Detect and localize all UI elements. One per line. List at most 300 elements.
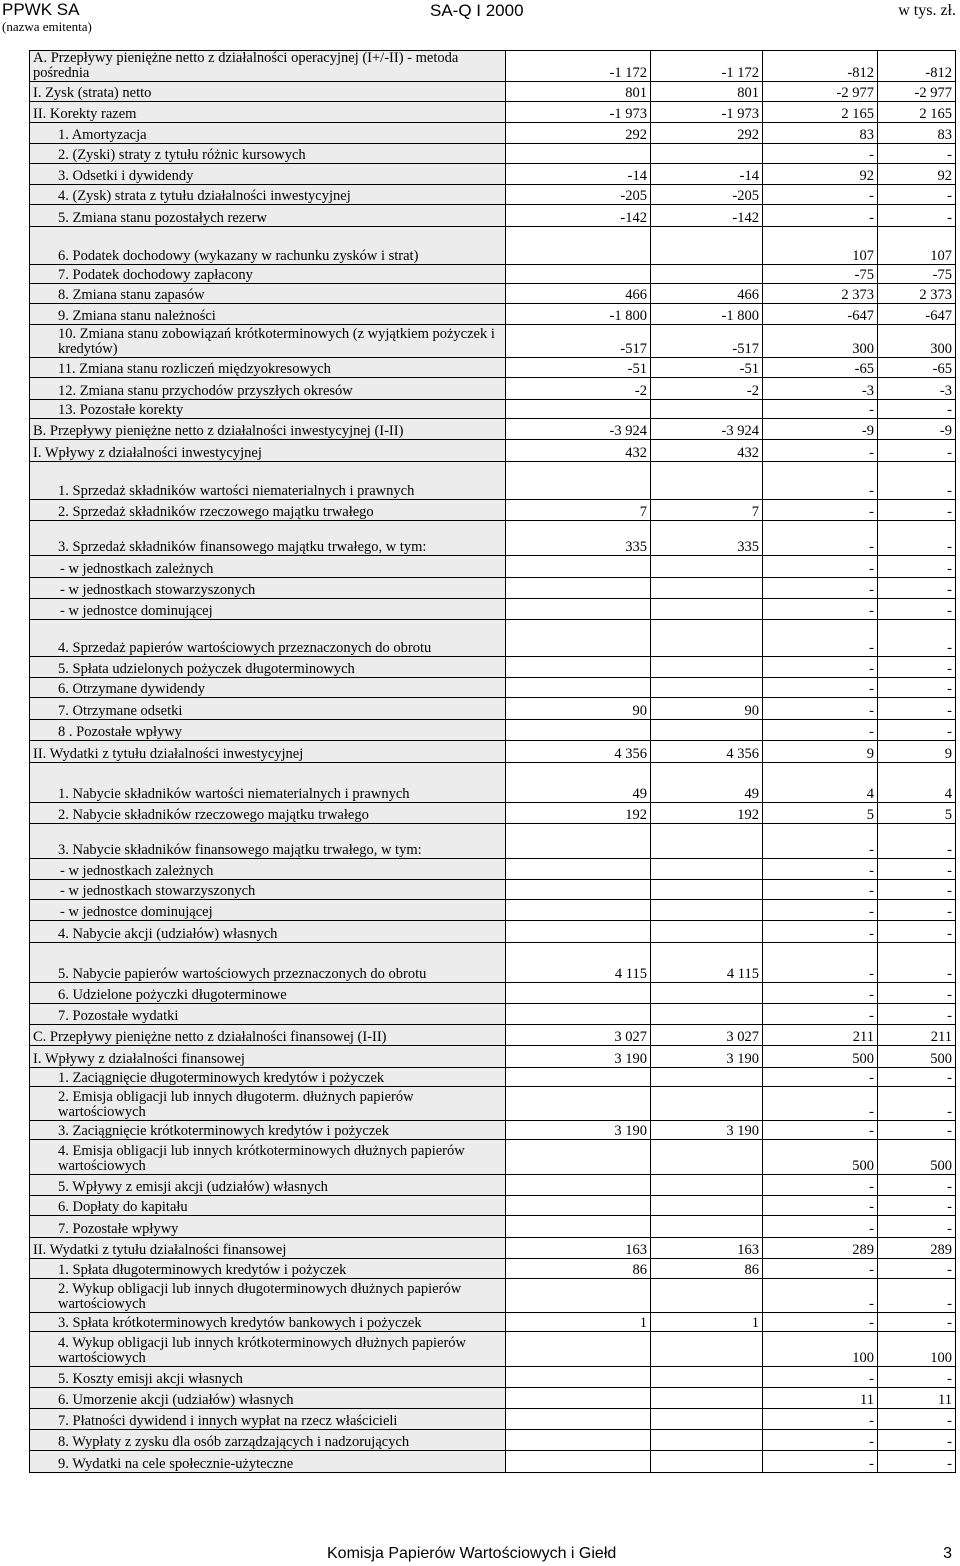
row-value-col4: - (878, 720, 956, 741)
table-row (30, 921, 956, 943)
row-value-col2 (651, 1175, 763, 1196)
table-row (30, 1238, 956, 1259)
table-row (30, 678, 956, 698)
row-value-col4: 2 373 (878, 284, 956, 304)
row-value-col2: 7 (651, 500, 763, 521)
row-value-col4: - (878, 657, 956, 678)
row-label: 4. (Zysk) strata z tytułu działalności inwestycyjnej (30, 185, 506, 205)
row-value-col3: - (763, 1430, 878, 1451)
row-value-col1: 3 190 (506, 1046, 651, 1068)
row-value-col2 (651, 1196, 763, 1216)
row-value-col3: - (763, 400, 878, 419)
row-label: 8. Zmiana stanu zapasów (30, 284, 506, 304)
table-row (30, 164, 956, 185)
row-value-col2 (651, 1216, 763, 1238)
company-name: PPWK SA (2, 0, 80, 19)
table-row (30, 803, 956, 824)
unit-label: w tys. zł. (898, 2, 956, 19)
row-value-col3: - (763, 657, 878, 678)
row-value-col3: - (763, 578, 878, 599)
row-value-col4: - (878, 1451, 956, 1473)
row-value-col2: 4 356 (651, 741, 763, 763)
row-label: 12. Zmiana stanu przychodów przyszłych okresów (30, 378, 506, 400)
table-row (30, 1140, 956, 1175)
row-value-col2: 3 027 (651, 1025, 763, 1046)
row-value-col2: 4 115 (651, 943, 763, 983)
row-value-col2 (651, 1068, 763, 1087)
row-value-col3: - (763, 599, 878, 620)
row-value-col1 (506, 620, 651, 657)
table-row (30, 1025, 956, 1046)
table-row (30, 500, 956, 521)
table-row (30, 1430, 956, 1451)
row-value-col3: 500 (763, 1140, 878, 1175)
row-value-col4: 5 (878, 803, 956, 824)
row-label: 5. Nabycie papierów wartościowych przeznaczonych do obrotu (30, 943, 506, 983)
row-value-col3: - (763, 1196, 878, 1216)
row-value-col1 (506, 1175, 651, 1196)
row-value-col1 (506, 400, 651, 419)
row-value-col1: -517 (506, 325, 651, 358)
table-row (30, 556, 956, 578)
row-value-col1 (506, 678, 651, 698)
row-value-col1: -1 800 (506, 304, 651, 325)
row-label: 6. Udzielone pożyczki długoterminowe (30, 983, 506, 1004)
row-value-col2 (651, 556, 763, 578)
table-row (30, 1087, 956, 1121)
row-value-col3: - (763, 500, 878, 521)
row-value-col3: - (763, 440, 878, 462)
row-value-col1 (506, 1409, 651, 1430)
row-value-col3: - (763, 144, 878, 164)
row-label: 11. Zmiana stanu rozliczeń międzyokresowych (30, 358, 506, 378)
row-value-col4: 11 (878, 1388, 956, 1409)
row-label: - w jednostkach stowarzyszonych (30, 880, 506, 900)
row-value-col1 (506, 921, 651, 943)
row-value-col2: 292 (651, 123, 763, 144)
row-value-col3: - (763, 1004, 878, 1025)
row-value-col2: 466 (651, 284, 763, 304)
row-value-col4: - (878, 521, 956, 556)
table-row (30, 1068, 956, 1087)
row-value-col4: - (878, 1409, 956, 1430)
table-row (30, 284, 956, 304)
row-value-col4: - (878, 859, 956, 880)
row-value-col1: 3 027 (506, 1025, 651, 1046)
report-code: SA-Q I 2000 (430, 1, 524, 20)
row-value-col4: - (878, 1216, 956, 1238)
row-value-col2 (651, 227, 763, 265)
row-label: 4. Emisja obligacji lub innych krótkoterminowych dłużnych papierów wartościowych (30, 1140, 506, 1175)
table-row (30, 1409, 956, 1430)
row-value-col2: 3 190 (651, 1046, 763, 1068)
row-value-col1 (506, 657, 651, 678)
row-value-col1 (506, 599, 651, 620)
table-row (30, 1388, 956, 1409)
row-value-col3: - (763, 859, 878, 880)
table-row (30, 1004, 956, 1025)
row-value-col4: - (878, 1430, 956, 1451)
table-row (30, 1175, 956, 1196)
table-row (30, 144, 956, 164)
row-value-col2 (651, 921, 763, 943)
row-value-col2 (651, 462, 763, 500)
row-value-col4: - (878, 599, 956, 620)
row-label: 4. Nabycie akcji (udziałów) własnych (30, 921, 506, 943)
row-label: 4. Sprzedaż papierów wartościowych przeznaczonych do obrotu (30, 620, 506, 657)
row-value-col3: 100 (763, 1332, 878, 1367)
row-value-col1 (506, 556, 651, 578)
table-row (30, 358, 956, 378)
row-value-col1 (506, 1388, 651, 1409)
row-value-col2 (651, 265, 763, 284)
row-label: 3. Sprzedaż składników finansowego majątku trwałego, w tym: (30, 521, 506, 556)
row-value-col2 (651, 900, 763, 921)
row-value-col3: -65 (763, 358, 878, 378)
row-value-col4: 107 (878, 227, 956, 265)
row-value-col4: - (878, 144, 956, 164)
row-value-col1 (506, 265, 651, 284)
row-value-col4: - (878, 205, 956, 227)
row-value-col1: 292 (506, 123, 651, 144)
row-value-col1: -1 973 (506, 102, 651, 123)
row-value-col3: 5 (763, 803, 878, 824)
table-row (30, 521, 956, 556)
row-value-col2 (651, 1367, 763, 1388)
row-value-col2 (651, 1388, 763, 1409)
row-value-col1 (506, 1279, 651, 1313)
row-value-col3: - (763, 824, 878, 859)
table-row (30, 620, 956, 657)
row-value-col4: 2 165 (878, 102, 956, 123)
row-value-col3: 83 (763, 123, 878, 144)
row-value-col4: - (878, 1279, 956, 1313)
row-label: 6. Umorzenie akcji (udziałów) własnych (30, 1388, 506, 1409)
row-value-col2: -2 (651, 378, 763, 400)
row-value-col1: 4 356 (506, 741, 651, 763)
row-label: 5. Koszty emisji akcji własnych (30, 1367, 506, 1388)
row-value-col1: -142 (506, 205, 651, 227)
row-label: II. Wydatki z tytułu działalności finansowej (30, 1238, 506, 1259)
row-value-col1: -14 (506, 164, 651, 185)
row-label: 3. Nabycie składników finansowego majątku trwałego, w tym: (30, 824, 506, 859)
row-value-col4: 83 (878, 123, 956, 144)
table-row (30, 265, 956, 284)
emitent-label: (nazwa emitenta) (2, 19, 92, 34)
row-value-col2: -142 (651, 205, 763, 227)
row-value-col3: - (763, 1451, 878, 1473)
row-value-col2: -51 (651, 358, 763, 378)
row-value-col3: - (763, 1409, 878, 1430)
row-value-col3: - (763, 880, 878, 900)
table-row (30, 1216, 956, 1238)
row-label: I. Wpływy z działalności inwestycyjnej (30, 440, 506, 462)
row-value-col2: -517 (651, 325, 763, 358)
table-row (30, 824, 956, 859)
table-row (30, 657, 956, 678)
table-row (30, 1332, 956, 1367)
row-value-col1 (506, 880, 651, 900)
row-value-col3: - (763, 205, 878, 227)
row-value-col1 (506, 1430, 651, 1451)
row-label: - w jednostkach zależnych (30, 859, 506, 880)
row-label: 2. (Zyski) straty z tytułu różnic kursowych (30, 144, 506, 164)
row-value-col3: - (763, 698, 878, 720)
row-value-col4: -2 977 (878, 82, 956, 102)
row-value-col2 (651, 578, 763, 599)
table-row (30, 1196, 956, 1216)
table-row (30, 185, 956, 205)
row-label: - w jednostce dominującej (30, 900, 506, 921)
row-value-col1 (506, 1332, 651, 1367)
row-value-col3: -2 977 (763, 82, 878, 102)
row-label: 7. Podatek dochodowy zapłacony (30, 265, 506, 284)
row-value-col2 (651, 657, 763, 678)
row-label: - w jednostce dominującej (30, 599, 506, 620)
row-value-col4: 211 (878, 1025, 956, 1046)
row-value-col3: 4 (763, 763, 878, 803)
row-label: 3. Odsetki i dywidendy (30, 164, 506, 185)
row-label: 9. Zmiana stanu należności (30, 304, 506, 325)
row-value-col2 (651, 144, 763, 164)
row-value-col1: -205 (506, 185, 651, 205)
row-value-col3: 500 (763, 1046, 878, 1068)
row-value-col4: - (878, 698, 956, 720)
cash-flow-table (29, 50, 956, 1473)
row-value-col4: -812 (878, 51, 956, 82)
row-value-col4: - (878, 556, 956, 578)
row-label: 7. Otrzymane odsetki (30, 698, 506, 720)
table-row (30, 1313, 956, 1332)
table-row (30, 1451, 956, 1473)
row-label: 5. Zmiana stanu pozostałych rezerw (30, 205, 506, 227)
table-row (30, 599, 956, 620)
row-value-col4: - (878, 1087, 956, 1121)
row-value-col2 (651, 824, 763, 859)
table-row (30, 419, 956, 440)
row-value-col4: 300 (878, 325, 956, 358)
table-row (30, 102, 956, 123)
table-row (30, 1259, 956, 1279)
row-value-col1 (506, 1087, 651, 1121)
row-value-col3: 2 373 (763, 284, 878, 304)
row-label: 2. Emisja obligacji lub innych długoterm. dłużnych papierów wartościowych (30, 1087, 506, 1121)
table-row (30, 51, 956, 82)
row-value-col3: - (763, 1279, 878, 1313)
table-row (30, 82, 956, 102)
row-value-col3: 107 (763, 227, 878, 265)
row-label: 1. Sprzedaż składników wartości niematerialnych i prawnych (30, 462, 506, 500)
table-row (30, 983, 956, 1004)
row-value-col3: - (763, 900, 878, 921)
row-value-col4: - (878, 824, 956, 859)
row-value-col2: -1 800 (651, 304, 763, 325)
row-value-col4: -647 (878, 304, 956, 325)
row-value-col2: -205 (651, 185, 763, 205)
row-label: 6. Podatek dochodowy (wykazany w rachunku zysków i strat) (30, 227, 506, 265)
row-value-col3: -812 (763, 51, 878, 82)
row-value-col3: -647 (763, 304, 878, 325)
row-value-col2: 335 (651, 521, 763, 556)
table-row (30, 880, 956, 900)
row-value-col4: - (878, 462, 956, 500)
row-value-col4: - (878, 1367, 956, 1388)
row-label: A. Przepływy pieniężne netto z działalności operacyjnej (I+/-II) - metoda pośrednia (30, 51, 506, 82)
row-value-col1: 49 (506, 763, 651, 803)
table-row (30, 698, 956, 720)
row-value-col1: 163 (506, 1238, 651, 1259)
row-value-col1 (506, 720, 651, 741)
row-value-col2 (651, 1140, 763, 1175)
table-row (30, 462, 956, 500)
row-value-col3: -9 (763, 419, 878, 440)
row-value-col4: -3 (878, 378, 956, 400)
row-label: 3. Zaciągnięcie krótkoterminowych kredytów i pożyczek (30, 1121, 506, 1140)
table-row (30, 859, 956, 880)
row-value-col2 (651, 678, 763, 698)
row-value-col2: 163 (651, 1238, 763, 1259)
row-value-col4: - (878, 678, 956, 698)
row-value-col1 (506, 1140, 651, 1175)
row-value-col3: - (763, 1367, 878, 1388)
row-value-col3: - (763, 185, 878, 205)
row-value-col4: - (878, 1175, 956, 1196)
row-value-col2: 432 (651, 440, 763, 462)
row-value-col1 (506, 1068, 651, 1087)
row-value-col4: 100 (878, 1332, 956, 1367)
row-value-col4: 500 (878, 1046, 956, 1068)
row-value-col1: 466 (506, 284, 651, 304)
row-value-col1: 7 (506, 500, 651, 521)
row-value-col1: 90 (506, 698, 651, 720)
row-value-col2 (651, 983, 763, 1004)
row-value-col1: 86 (506, 1259, 651, 1279)
row-value-col2: -1 973 (651, 102, 763, 123)
row-value-col2: 90 (651, 698, 763, 720)
row-value-col3: - (763, 620, 878, 657)
table-row (30, 400, 956, 419)
row-label: 1. Amortyzacja (30, 123, 506, 144)
row-value-col1 (506, 578, 651, 599)
row-value-col2: -1 172 (651, 51, 763, 82)
row-value-col4: - (878, 578, 956, 599)
row-label: II. Wydatki z tytułu działalności inwestycyjnej (30, 741, 506, 763)
row-value-col3: 9 (763, 741, 878, 763)
row-label: 7. Pozostałe wpływy (30, 1216, 506, 1238)
row-label: 9. Wydatki na cele społecznie-użyteczne (30, 1451, 506, 1473)
row-value-col4: -65 (878, 358, 956, 378)
row-label: 1. Nabycie składników wartości niematerialnych i prawnych (30, 763, 506, 803)
table-row (30, 720, 956, 741)
row-label: 7. Płatności dywidend i innych wypłat na rzecz właścicieli (30, 1409, 506, 1430)
row-label: 4. Wykup obligacji lub innych krótkoterminowych dłużnych papierów wartościowych (30, 1332, 506, 1367)
row-value-col2: -3 924 (651, 419, 763, 440)
row-label: 6. Dopłaty do kapitału (30, 1196, 506, 1216)
row-value-col4: - (878, 1121, 956, 1140)
row-value-col1: -2 (506, 378, 651, 400)
row-value-col4: - (878, 1196, 956, 1216)
page-header (0, 0, 960, 40)
row-value-col1: -3 924 (506, 419, 651, 440)
row-value-col4: - (878, 921, 956, 943)
row-value-col3: 11 (763, 1388, 878, 1409)
row-value-col1: 3 190 (506, 1121, 651, 1140)
row-label: 6. Otrzymane dywidendy (30, 678, 506, 698)
row-value-col2 (651, 400, 763, 419)
row-value-col3: - (763, 720, 878, 741)
table-row (30, 440, 956, 462)
row-label: 2. Wykup obligacji lub innych długoterminowych dłużnych papierów wartościowych (30, 1279, 506, 1313)
row-label: C. Przepływy pieniężne netto z działalności finansowej (I-II) (30, 1025, 506, 1046)
row-value-col4: - (878, 900, 956, 921)
table-row (30, 943, 956, 983)
row-value-col2 (651, 1087, 763, 1121)
row-value-col3: - (763, 1175, 878, 1196)
row-label: 1. Zaciągnięcie długoterminowych kredytów i pożyczek (30, 1068, 506, 1087)
row-label: 8 . Pozostałe wpływy (30, 720, 506, 741)
table-row (30, 304, 956, 325)
row-value-col2 (651, 1332, 763, 1367)
row-value-col4: - (878, 185, 956, 205)
row-value-col4: - (878, 1004, 956, 1025)
row-value-col3: 289 (763, 1238, 878, 1259)
row-value-col4: 4 (878, 763, 956, 803)
page-number: 3 (943, 1545, 952, 1562)
row-value-col3: - (763, 521, 878, 556)
row-value-col3: 92 (763, 164, 878, 185)
row-value-col4: 9 (878, 741, 956, 763)
row-value-col4: - (878, 400, 956, 419)
row-value-col1 (506, 227, 651, 265)
table-row (30, 325, 956, 358)
row-label: 8. Wypłaty z zysku dla osób zarządzających i nadzorujących (30, 1430, 506, 1451)
row-value-col3: 211 (763, 1025, 878, 1046)
row-value-col1 (506, 1004, 651, 1025)
table-row (30, 763, 956, 803)
row-label: 13. Pozostałe korekty (30, 400, 506, 419)
row-label: 5. Spłata udzielonych pożyczek długoterminowych (30, 657, 506, 678)
row-value-col3: - (763, 462, 878, 500)
row-value-col4: - (878, 880, 956, 900)
table-row (30, 123, 956, 144)
row-value-col3: - (763, 1121, 878, 1140)
row-value-col2 (651, 1004, 763, 1025)
table-row (30, 1046, 956, 1068)
row-value-col4: 92 (878, 164, 956, 185)
footer-text: Komisja Papierów Wartościowych i Giełd (327, 1545, 617, 1562)
table-row (30, 205, 956, 227)
row-value-col1 (506, 144, 651, 164)
table-row (30, 227, 956, 265)
row-value-col3: - (763, 1068, 878, 1087)
row-label: 7. Pozostałe wydatki (30, 1004, 506, 1025)
row-label: - w jednostkach stowarzyszonych (30, 578, 506, 599)
row-value-col2 (651, 1409, 763, 1430)
row-value-col2 (651, 620, 763, 657)
row-label: B. Przepływy pieniężne netto z działalności inwestycyjnej (I-II) (30, 419, 506, 440)
row-value-col4: - (878, 620, 956, 657)
row-value-col1 (506, 824, 651, 859)
row-label: I. Wpływy z działalności finansowej (30, 1046, 506, 1068)
row-value-col2: 3 190 (651, 1121, 763, 1140)
row-value-col2 (651, 880, 763, 900)
row-value-col2: 1 (651, 1313, 763, 1332)
row-label: 5. Wpływy z emisji akcji (udziałów) własnych (30, 1175, 506, 1196)
row-value-col2 (651, 859, 763, 880)
row-value-col3: - (763, 943, 878, 983)
row-label: 1. Spłata długoterminowych kredytów i pożyczek (30, 1259, 506, 1279)
row-value-col3: - (763, 1087, 878, 1121)
